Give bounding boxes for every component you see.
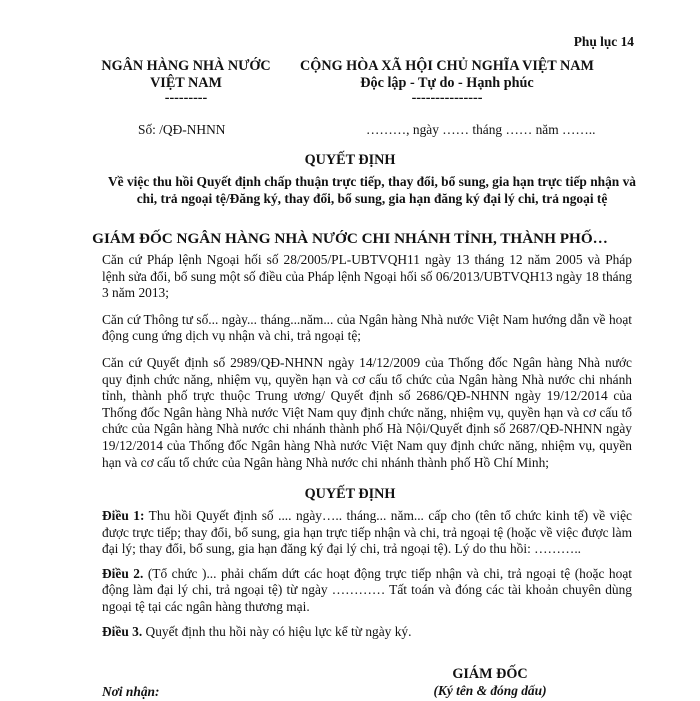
decision-subject: Về việc thu hồi Quyết định chấp thuận trực tiếp, thay đổi, bổ sung, gia hạn trực tiếp nhận và chi, trả ngoại tệ/Đăng ký, thay đổi, bổ sung, gia hạn đăng ký đại lý chi, trả ngoại tệ xyxy=(108,174,636,206)
issuer-name-line1: NGÂN HÀNG NHÀ NƯỚC xyxy=(101,58,271,74)
article-label: Điều 1: xyxy=(102,508,145,523)
signature-title: GIÁM ĐỐC xyxy=(452,666,528,682)
article-text: Quyết định thu hồi này có hiệu lực kể từ ngày ký. xyxy=(142,623,412,639)
article-3 xyxy=(102,624,632,641)
legal-basis: Căn cứ Quyết định số 2989/QĐ-NHNN ngày 14/12/2009 của Thống đốc Ngân hàng Nhà nước quy định chức năng, nhiệm vụ, quyền hạn và cơ cấu tổ chức của Ngân hàng Nhà nước chi nhánh tỉnh, thành phố trực thuộc Trung ương/ Quyết định số 2686/QĐ-NHNN ngày 19/12/2014 của Thống đốc Ngân hàng Nhà nước Việt Nam quy định chức năng, nhiệm vụ, quyền hạn và cơ cấu tổ chức của Ngân hàng Nhà nước chi nhánh thành phố Hà Nội/Quyết định số 2687/QĐ-NHNN ngày 19/12/2014 của Thống đốc Ngân hàng Nhà nước Việt Nam quy định chức năng, nhiệm vụ, quyền hạn và cơ cấu tổ chức của Ngân hàng Nhà nước chi nhánh thành phố Hồ Chí Minh; xyxy=(102,354,632,470)
national-motto: Độc lập - Tự do - Hạnh phúc xyxy=(360,75,534,91)
signature-note: (Ký tên & đóng dấu) xyxy=(433,683,547,698)
legal-bases xyxy=(102,252,632,471)
issuer-dashes: --------- xyxy=(164,90,208,106)
decision-title: QUYẾT ĐỊNH xyxy=(304,152,396,168)
appendix-label: Phụ lục 14 xyxy=(573,34,634,49)
article-1 xyxy=(102,508,632,558)
document-date: ………, ngày …… tháng …… năm …….. xyxy=(366,122,596,137)
document-number: Số: /QĐ-NHNN xyxy=(138,122,226,137)
national-name: CỘNG HÒA XÃ HỘI CHỦ NGHĨA VIỆT NAM xyxy=(300,58,594,74)
issuing-authority: GIÁM ĐỐC NGÂN HÀNG NHÀ NƯỚC CHI NHÁNH TỈNH, THÀNH PHỐ… xyxy=(92,230,608,247)
national-dashes: --------------- xyxy=(411,90,483,106)
article-label: Điều 2. xyxy=(102,565,144,581)
legal-basis: Căn cứ Pháp lệnh Ngoại hối số 28/2005/PL-UBTVQH11 ngày 13 tháng 12 năm 2005 và Pháp lệnh sửa đổi, bổ sung một số điều của Pháp lệnh Ngoại hối số 06/2013/UBTVQH13 ngày 18 tháng 3 năm 2013; xyxy=(102,252,632,301)
national-header xyxy=(282,58,612,104)
issuer-name-line2: VIỆT NAM xyxy=(150,75,222,91)
decides-title: QUYẾT ĐỊNH xyxy=(304,486,396,502)
article-text: (Tổ chức )... phải chấm dứt các hoạt động trực tiếp nhận và chi, trả ngoại tệ (hoặc hoạt động làm đại lý chi, trả ngoại tệ) từ ngày ………… Tất toán và đóng các tài khoản chuyên dùng ngoại tệ tại các ngân hàng thương mại. xyxy=(102,565,632,614)
recipients-label: Nơi nhận: xyxy=(102,684,160,699)
legal-basis: Căn cứ Thông tư số... ngày... tháng...năm... của Ngân hàng Nhà nước Việt Nam hướng dẫn về hoạt động cung ứng dịch vụ nhận và chi, trả ngoại tệ; xyxy=(102,311,632,344)
article-2 xyxy=(102,566,632,616)
articles xyxy=(102,508,632,640)
issuer-header xyxy=(96,58,276,104)
article-text: Thu hồi Quyết định số .... ngày….. tháng... năm... cấp cho (tên tổ chức kinh tế) về việc được trực tiếp; thay đổi, bổ sung, gia hạn trực tiếp nhận và chi, trả ngoại tệ (hoặc về việc được làm đại lý; thay đổi, bổ sung, gia hạn đăng ký đại lý chi, trả ngoại tệ). Lý do thu hồi: ……….. xyxy=(102,508,632,557)
article-label: Điều 3. xyxy=(102,623,143,639)
signature-block xyxy=(420,666,560,700)
